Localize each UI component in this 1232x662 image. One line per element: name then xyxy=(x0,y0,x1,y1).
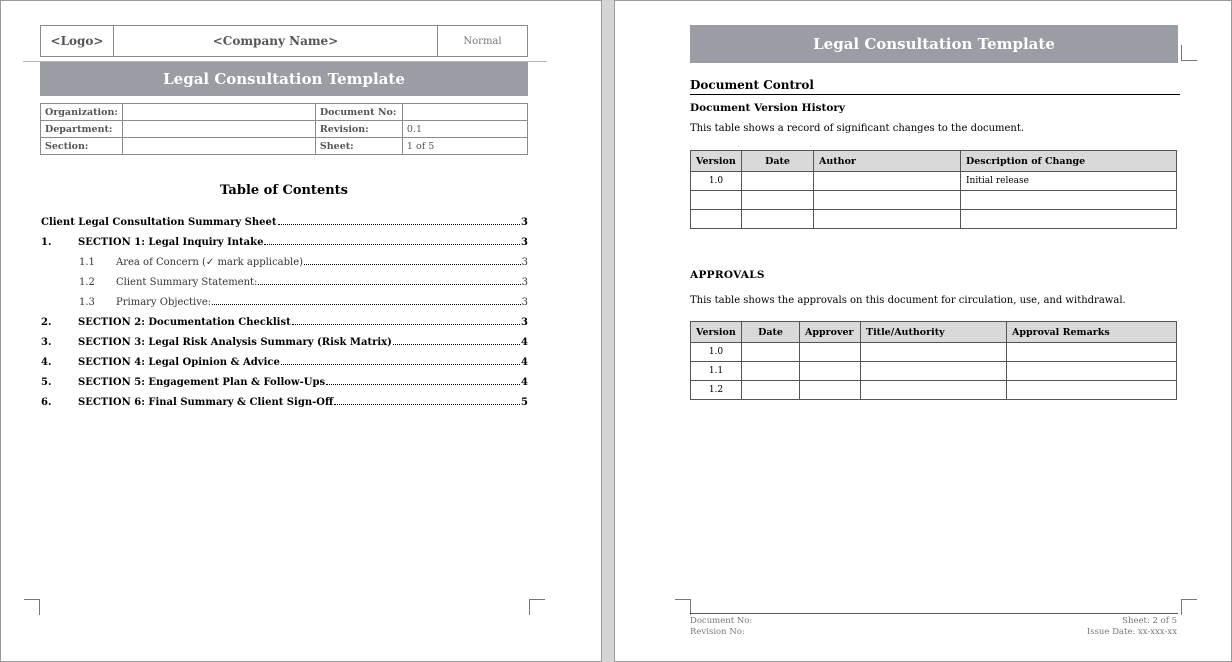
column-header: Approver xyxy=(800,322,861,343)
table-row xyxy=(691,172,1177,191)
toc-leader xyxy=(393,344,520,345)
sheet-label: Sheet: xyxy=(315,138,402,155)
toc-entry[interactable] xyxy=(41,293,528,313)
document-no-value[interactable] xyxy=(402,104,527,121)
column-header: Version xyxy=(691,151,742,172)
table-row xyxy=(691,362,1177,381)
table-cell[interactable] xyxy=(742,191,814,210)
toc-entry-text: SECTION 2: Documentation Checklist xyxy=(78,317,291,328)
revision-value[interactable]: 0.1 xyxy=(402,121,527,138)
revision-label: Revision: xyxy=(315,121,402,138)
toc-entry-page: 5 xyxy=(521,397,528,408)
toc-entry-page: 4 xyxy=(521,377,528,388)
toc-entry-page: 3 xyxy=(521,257,528,268)
section-label: Section: xyxy=(41,138,123,155)
toc-entry[interactable] xyxy=(41,353,528,373)
column-header: Date xyxy=(742,322,800,343)
page-1 xyxy=(0,0,602,662)
department-value[interactable] xyxy=(122,121,315,138)
version-history-heading: Document Version History xyxy=(690,102,845,114)
table-cell[interactable] xyxy=(1007,381,1177,400)
table-of-contents xyxy=(41,213,528,413)
table-row xyxy=(691,191,1177,210)
table-cell[interactable]: 1.0 xyxy=(691,343,742,362)
table-cell[interactable]: 1.1 xyxy=(691,362,742,381)
toc-entry-text: SECTION 1: Legal Inquiry Intake xyxy=(78,237,264,248)
table-cell[interactable] xyxy=(742,381,800,400)
toc-entry[interactable] xyxy=(41,233,528,253)
toc-title: Table of Contents xyxy=(220,183,348,198)
toc-entry-text: SECTION 5: Engagement Plan & Follow-Ups xyxy=(78,377,326,388)
toc-entry-number: 1.2 xyxy=(79,277,95,288)
toc-entry-number: 3. xyxy=(41,337,52,348)
toc-entry[interactable] xyxy=(41,273,528,293)
department-label: Department: xyxy=(41,121,123,138)
table-cell[interactable] xyxy=(861,343,1007,362)
page-header-table xyxy=(40,25,528,57)
logo-placeholder: <Logo> xyxy=(41,26,114,57)
approvals-table xyxy=(690,321,1177,400)
toc-entry-number: 2. xyxy=(41,317,52,328)
toc-entry-page: 3 xyxy=(521,217,528,228)
table-row xyxy=(691,210,1177,229)
toc-entry-text: SECTION 3: Legal Risk Analysis Summary (Risk Matrix) xyxy=(78,337,392,348)
approvals-heading: APPROVALS xyxy=(690,269,765,281)
table-cell[interactable] xyxy=(742,362,800,381)
table-cell[interactable] xyxy=(814,172,961,191)
toc-leader xyxy=(281,364,520,365)
table-cell[interactable] xyxy=(861,381,1007,400)
toc-entry[interactable] xyxy=(41,213,528,233)
table-cell[interactable] xyxy=(861,362,1007,381)
section-value[interactable] xyxy=(122,138,315,155)
toc-entry-page: 4 xyxy=(521,337,528,348)
table-cell[interactable] xyxy=(961,191,1177,210)
footer-divider xyxy=(690,613,1178,614)
column-header: Approval Remarks xyxy=(1007,322,1177,343)
table-cell[interactable] xyxy=(691,210,742,229)
table-cell[interactable] xyxy=(800,343,861,362)
column-header: Date xyxy=(742,151,814,172)
table-cell[interactable]: 1.2 xyxy=(691,381,742,400)
company-name: <Company Name> xyxy=(114,26,438,57)
footer-issue-date: Issue Date: xx-xxx-xx xyxy=(1086,627,1177,637)
toc-entry-text: Client Legal Consultation Summary Sheet xyxy=(41,217,277,228)
toc-leader xyxy=(334,404,520,405)
crop-mark xyxy=(1181,45,1197,61)
column-header: Version xyxy=(691,322,742,343)
toc-leader xyxy=(292,324,520,325)
toc-entry[interactable] xyxy=(41,393,528,413)
toc-entry-page: 3 xyxy=(521,237,528,248)
table-cell[interactable] xyxy=(742,210,814,229)
footer-sheet: Sheet: 2 of 5 xyxy=(1122,616,1177,626)
toc-entry-number: 4. xyxy=(41,357,52,368)
toc-entry-page: 3 xyxy=(521,297,528,308)
toc-leader xyxy=(278,224,521,225)
crop-mark xyxy=(529,599,545,615)
column-header: Description of Change xyxy=(961,151,1177,172)
approvals-description: This table shows the approvals on this document for circulation, use, and withdrawal. xyxy=(690,295,1126,306)
toc-leader xyxy=(264,244,520,245)
toc-entry-page: 4 xyxy=(521,357,528,368)
toc-entry-number: 1. xyxy=(41,237,52,248)
document-status: Normal xyxy=(438,26,528,57)
toc-leader xyxy=(304,264,521,265)
page-gutter xyxy=(602,0,614,662)
sheet-value[interactable]: 1 of 5 xyxy=(402,138,527,155)
crop-mark xyxy=(675,599,691,615)
toc-entry-text: Area of Concern (✓ mark applicable) xyxy=(116,257,304,268)
toc-entry-text: Client Summary Statement: xyxy=(116,277,258,288)
table-cell[interactable] xyxy=(800,362,861,381)
table-row xyxy=(691,343,1177,362)
table-cell[interactable] xyxy=(1007,362,1177,381)
organization-value[interactable] xyxy=(122,104,315,121)
crop-mark xyxy=(24,599,40,615)
page-2 xyxy=(614,0,1232,662)
crop-mark xyxy=(1181,599,1197,615)
table-cell[interactable]: 1.0 xyxy=(691,172,742,191)
table-cell[interactable]: Initial release xyxy=(961,172,1177,191)
table-cell[interactable] xyxy=(800,381,861,400)
toc-entry[interactable] xyxy=(41,373,528,393)
version-history-table xyxy=(690,150,1177,229)
toc-entry-page: 3 xyxy=(521,317,528,328)
footer-document-no: Document No: xyxy=(690,616,753,626)
version-history-description: This table shows a record of significant changes to the document. xyxy=(690,123,1025,134)
table-cell[interactable] xyxy=(814,191,961,210)
toc-leader xyxy=(258,284,520,285)
document-title-banner: Legal Consultation Template xyxy=(40,62,528,96)
footer-revision-no: Revision No: xyxy=(690,627,745,637)
table-cell[interactable] xyxy=(814,210,961,229)
document-meta-table xyxy=(40,103,528,155)
toc-entry-text: SECTION 6: Final Summary & Client Sign-Off xyxy=(78,397,334,408)
column-header: Author xyxy=(814,151,961,172)
table-cell[interactable] xyxy=(691,191,742,210)
toc-entry-number: 5. xyxy=(41,377,52,388)
toc-entry-text: Primary Objective: xyxy=(116,297,212,308)
document-title-banner: Legal Consultation Template xyxy=(690,25,1178,63)
table-row xyxy=(691,381,1177,400)
toc-entry[interactable] xyxy=(41,333,528,353)
toc-leader xyxy=(326,384,520,385)
toc-entry-number: 6. xyxy=(41,397,52,408)
table-cell[interactable] xyxy=(961,210,1177,229)
table-cell[interactable] xyxy=(1007,343,1177,362)
document-control-heading: Document Control xyxy=(690,78,1180,95)
column-header: Title/Authority xyxy=(861,322,1007,343)
toc-entry[interactable] xyxy=(41,313,528,333)
toc-entry-page: 3 xyxy=(521,277,528,288)
document-no-label: Document No: xyxy=(315,104,402,121)
toc-entry-text: SECTION 4: Legal Opinion & Advice xyxy=(78,357,280,368)
toc-entry-number: 1.1 xyxy=(79,257,95,268)
table-cell[interactable] xyxy=(742,172,814,191)
table-cell[interactable] xyxy=(742,343,800,362)
toc-entry-number: 1.3 xyxy=(79,297,95,308)
organization-label: Organization: xyxy=(41,104,123,121)
toc-leader xyxy=(212,304,520,305)
toc-entry[interactable] xyxy=(41,253,528,273)
